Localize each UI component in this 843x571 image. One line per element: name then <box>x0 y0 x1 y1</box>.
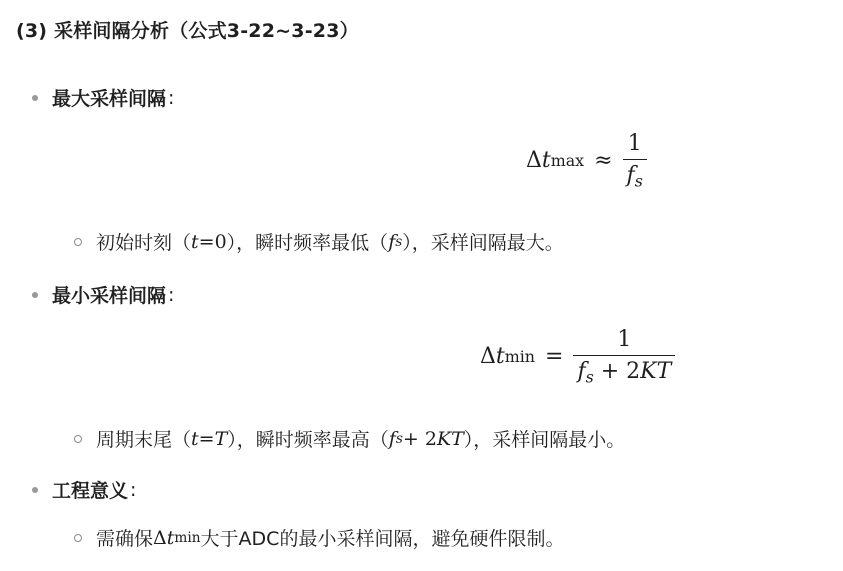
eq-denominator <box>623 159 647 190</box>
eq-den-sub: s <box>585 367 594 387</box>
bullet-dot-icon <box>32 95 38 101</box>
bullet-colon: : <box>168 86 175 109</box>
note-math-sub: min <box>174 529 201 546</box>
note-math-t: t <box>166 526 175 549</box>
note-math-plus: + 2 <box>402 427 437 450</box>
eq-delta: Δ <box>480 344 496 370</box>
bullet-max-interval <box>32 84 174 111</box>
note-text-b: ），瞬时频率最低（ <box>226 232 389 254</box>
bullet-dot-icon <box>32 292 38 298</box>
eq-fraction <box>623 131 647 190</box>
note-math-val: T <box>214 427 228 450</box>
note-text-c: ），采样间隔最小。 <box>463 429 626 451</box>
note-math-fsub: s <box>395 430 403 447</box>
bullet-label: 工程意义 <box>52 480 129 502</box>
note-math-fsub: s <box>395 233 403 250</box>
eq-relation: = <box>545 344 564 370</box>
note-math-val: 0 <box>214 230 227 253</box>
eq-den-sub: s <box>634 171 643 191</box>
bullet-min-interval <box>32 281 174 308</box>
equation-max-interval <box>526 131 647 190</box>
note-min-interval <box>74 425 625 452</box>
eq-denominator <box>573 355 675 386</box>
note-text-a: 需确保 <box>96 528 154 550</box>
note-max-interval <box>74 228 564 255</box>
eq-sub: max <box>550 151 585 171</box>
bullet-colon: : <box>130 478 137 501</box>
equation-min-interval <box>480 327 675 386</box>
eq-numerator: 1 <box>617 327 632 352</box>
note-engineering-significance <box>74 524 564 551</box>
eq-numerator: 1 <box>627 131 642 156</box>
eq-den-var: f <box>577 359 586 384</box>
note-math-t: t <box>191 427 199 450</box>
note-text-b: ），瞬时频率最高（ <box>227 429 389 451</box>
note-text-a: 初始时刻（ <box>96 232 192 254</box>
note-math-f: f <box>388 427 396 450</box>
eq-den-var: f <box>626 163 635 188</box>
note-math-t: t <box>191 230 199 253</box>
bullet-colon: : <box>168 283 175 306</box>
eq-den-tail: KT <box>640 359 672 384</box>
note-math-eq: = <box>198 427 215 450</box>
section-heading: (3) 采样间隔分析（公式3-22~3-23） <box>16 20 359 42</box>
eq-fraction <box>573 327 675 386</box>
note-math-f: f <box>388 230 396 253</box>
sub-bullet-icon <box>74 534 82 542</box>
bullet-engineering-significance <box>32 476 136 503</box>
note-math-kt: KT <box>436 427 464 450</box>
eq-sub: min <box>504 347 535 367</box>
eq-den-rest: + 2 <box>593 359 641 384</box>
note-text-b: 大于ADC的最小采样间隔，避免硬件限制。 <box>200 528 565 550</box>
note-text-a: 周期末尾（ <box>96 429 192 451</box>
note-math-eq: = <box>198 230 215 253</box>
sub-bullet-icon <box>74 435 82 443</box>
note-math-delta: Δ <box>153 526 167 549</box>
note-text-c: ），采样间隔最大。 <box>402 232 564 254</box>
eq-var: t <box>495 344 505 370</box>
eq-delta: Δ <box>526 148 542 174</box>
sub-bullet-icon <box>74 238 82 246</box>
bullet-label: 最大采样间隔 <box>52 88 167 110</box>
bullet-label: 最小采样间隔 <box>52 285 167 307</box>
eq-relation: ≈ <box>594 148 613 174</box>
bullet-dot-icon <box>32 487 38 493</box>
eq-var: t <box>541 148 551 174</box>
